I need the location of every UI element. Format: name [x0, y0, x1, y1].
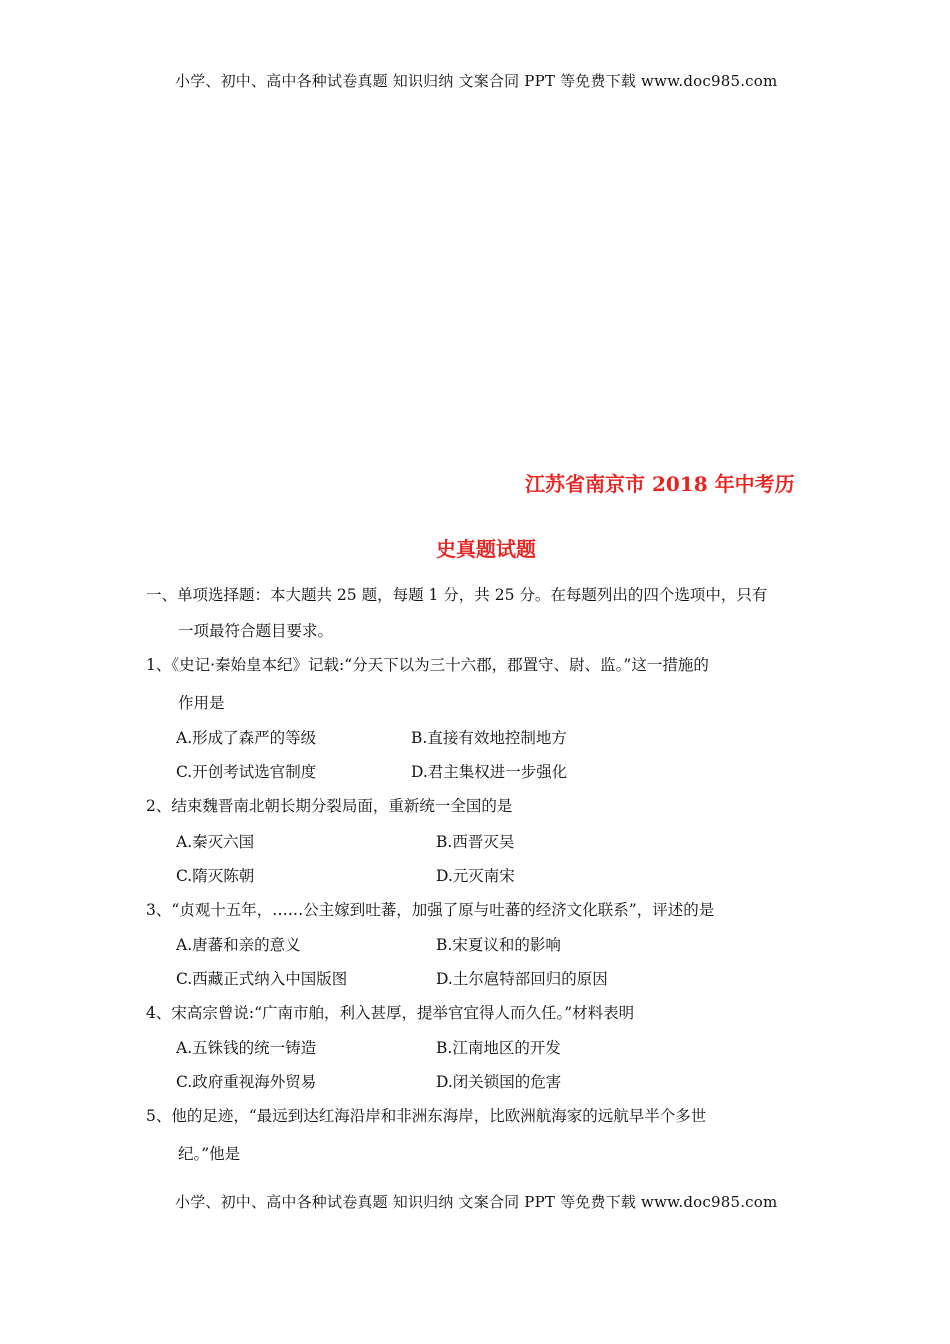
question-4-stem: 4、宋高宗曾说:“广南市舶，利入甚厚，提举官宜得人而久任。”材料表明	[146, 1004, 635, 1022]
question-2-option-b: B.西晋灭吴	[436, 833, 515, 851]
question-1-stem: 1、《史记·秦始皇本纪》记载:“分天下以为三十六郡，郡置守、尉、监。”这一措施的	[146, 656, 709, 674]
question-4-option-b: B.江南地区的开发	[436, 1039, 561, 1057]
section-instructions-line-1: 一、单项选择题：本大题共 25 题，每题 1 分，共 25 分。在每题列出的四个选项中，只有	[146, 586, 768, 604]
question-5-stem-cont: 纪。”他是	[178, 1145, 241, 1163]
question-4-option-d: D.闭关锁国的危害	[436, 1073, 562, 1091]
question-2-option-c: C.隋灭陈朝	[176, 867, 255, 885]
question-1-option-d: D.君主集权进一步强化	[411, 763, 568, 781]
question-2-stem: 2、结束魏晋南北朝长期分裂局面，重新统一全国的是	[146, 797, 513, 815]
question-1-option-a: A.形成了森严的等级	[176, 729, 317, 747]
question-2-option-a: A.秦灭六国	[176, 833, 255, 851]
question-4-option-c: C.政府重视海外贸易	[176, 1073, 317, 1091]
question-1-option-b: B.直接有效地控制地方	[411, 729, 567, 747]
page-footer: 小学、初中、高中各种试卷真题 知识归纳 文案合同 PPT 等免费下载 www.doc985.com	[175, 1193, 778, 1211]
title-line-2: 史真题试题	[436, 537, 536, 561]
question-3-stem: 3、“贞观十五年，……公主嫁到吐蕃，加强了原与吐蕃的经济文化联系”，评述的是	[146, 901, 715, 919]
page-header: 小学、初中、高中各种试卷真题 知识归纳 文案合同 PPT 等免费下载 www.doc985.com	[175, 72, 778, 90]
section-instructions-line-2: 一项最符合题目要求。	[178, 622, 334, 640]
title-line-1: 江苏省南京市 2018 年中考历	[525, 472, 795, 496]
question-3-option-b: B.宋夏议和的影响	[436, 936, 561, 954]
question-4-option-a: A.五铢钱的统一铸造	[176, 1039, 317, 1057]
question-5-stem: 5、他的足迹，“最远到达红海沿岸和非洲东海岸，比欧洲航海家的远航早半个多世	[146, 1107, 707, 1125]
question-3-option-c: C.西藏正式纳入中国版图	[176, 970, 348, 988]
question-1-option-c: C.开创考试选官制度	[176, 763, 317, 781]
question-1-stem-cont: 作用是	[178, 694, 225, 712]
question-3-option-d: D.土尔扈特部回归的原因	[436, 970, 608, 988]
question-3-option-a: A.唐蕃和亲的意义	[176, 936, 301, 954]
question-2-option-d: D.元灭南宋	[436, 867, 515, 885]
